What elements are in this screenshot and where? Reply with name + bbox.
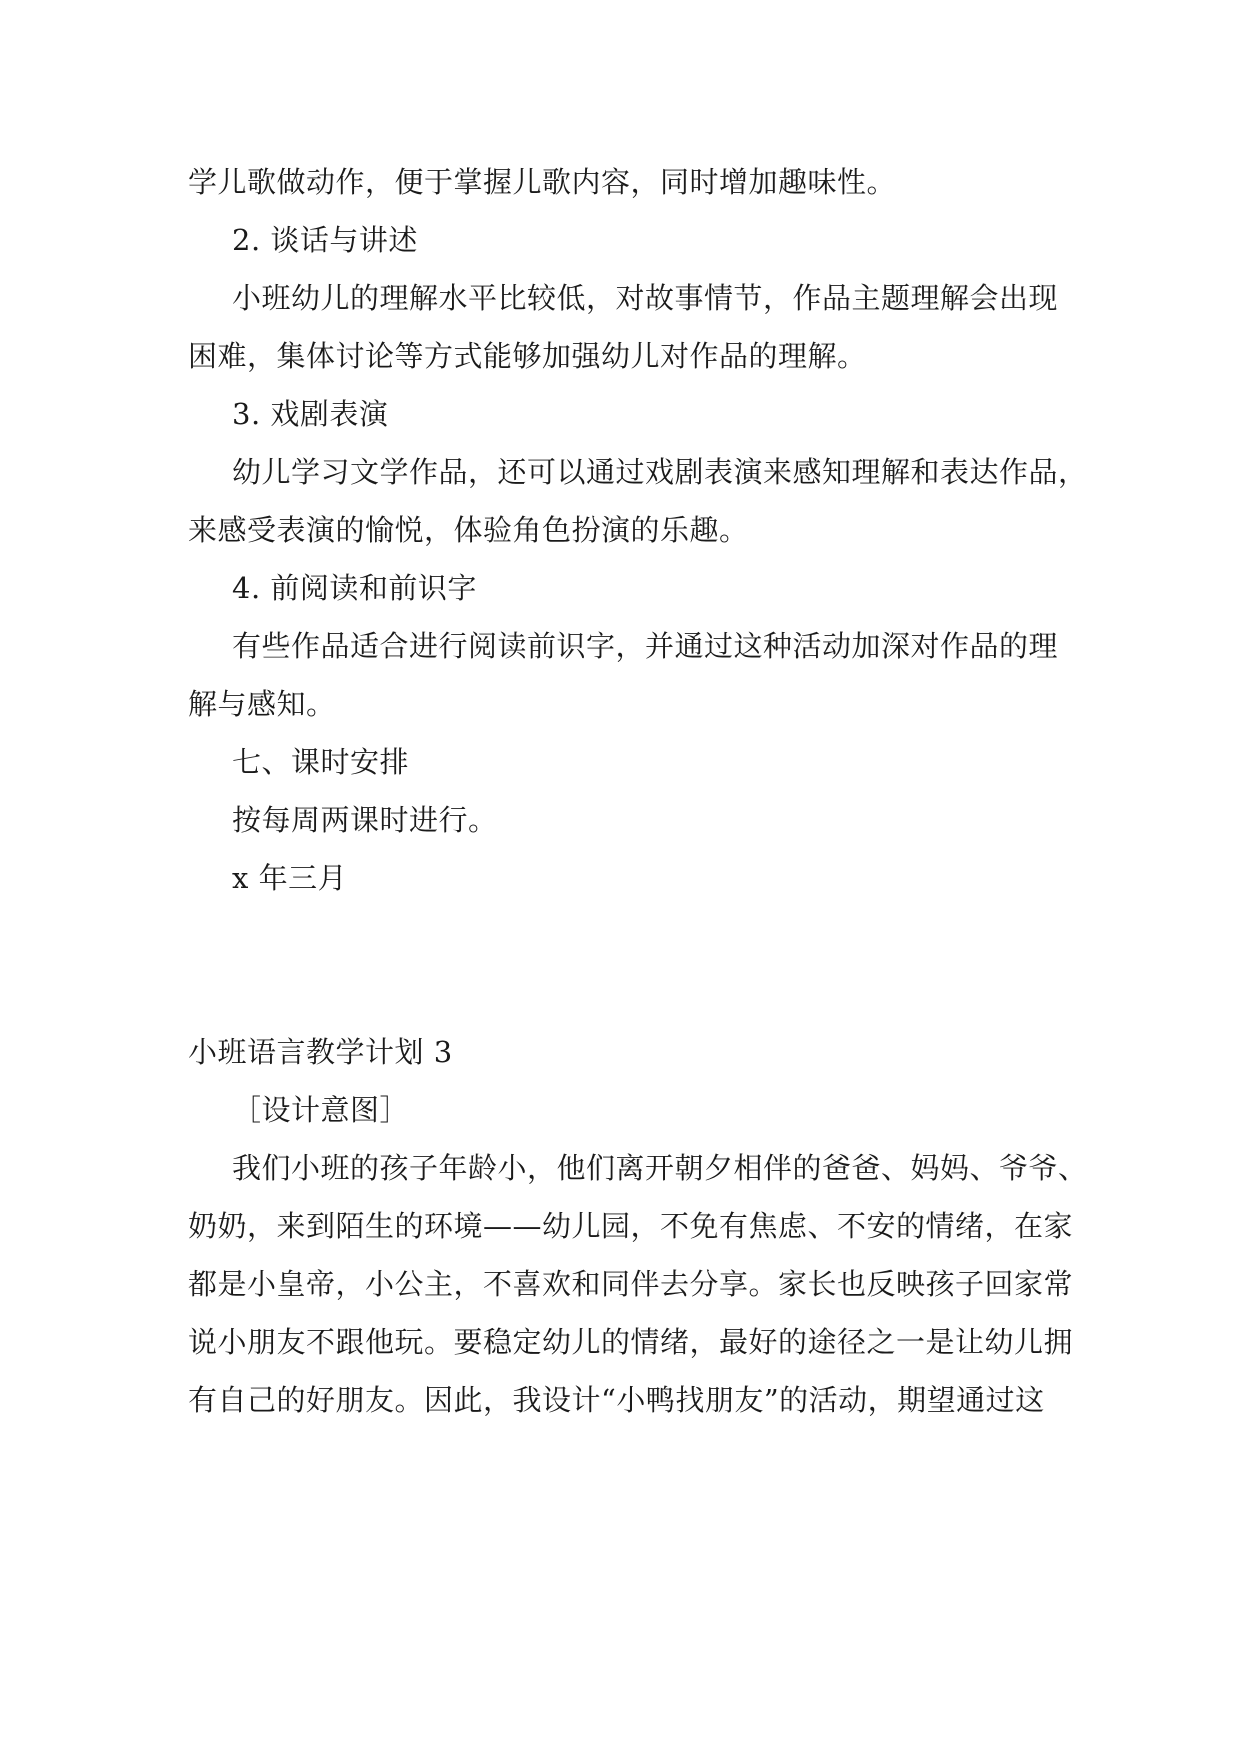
paragraph-line: 按每周两课时进行。 (232, 803, 498, 837)
paragraph-line: 来感受表演的愉悦，体验角色扮演的乐趣。 (188, 513, 749, 547)
paragraph-line: 解与感知。 (188, 687, 336, 721)
paragraph-line: 说小朋友不跟他玩。要稳定幼儿的情绪，最好的途径之一是让幼儿拥 (188, 1325, 1074, 1359)
paragraph-line: 我们小班的孩子年龄小，他们离开朝夕相伴的爸爸、妈妈、爷爷、 (232, 1151, 1088, 1185)
paragraph-line: 小班幼儿的理解水平比较低，对故事情节，作品主题理解会出现 (232, 281, 1059, 315)
paragraph-line: 困难，集体讨论等方式能够加强幼儿对作品的理解。 (188, 339, 867, 373)
date-line: x 年三月 (232, 861, 348, 895)
paragraph-line: 有些作品适合进行阅读前识字，并通过这种活动加深对作品的理 (232, 629, 1059, 663)
section-heading: 4. 前阅读和前识字 (232, 571, 477, 605)
document-title: 小班语言教学计划 3 (188, 1035, 453, 1069)
section-heading: 3. 戏剧表演 (232, 397, 389, 431)
paragraph-line: 幼儿学习文学作品，还可以通过戏剧表演来感知理解和表达作品， (232, 455, 1088, 489)
paragraph-line: 都是小皇帝，小公主，不喜欢和同伴去分享。家长也反映孩子回家常 (188, 1267, 1074, 1301)
section-heading: 2. 谈话与讲述 (232, 223, 418, 257)
paragraph-line: 学儿歌做动作，便于掌握儿歌内容，同时增加趣味性。 (188, 165, 897, 199)
paragraph-line: 奶奶，来到陌生的环境——幼儿园，不免有焦虑、不安的情绪，在家 (188, 1209, 1074, 1243)
section-heading: 七、课时安排 (232, 745, 410, 779)
section-heading: ［设计意图］ (232, 1093, 410, 1127)
paragraph-line: 有自己的好朋友。因此，我设计“小鸭找朋友”的活动，期望通过这 (188, 1383, 1045, 1417)
